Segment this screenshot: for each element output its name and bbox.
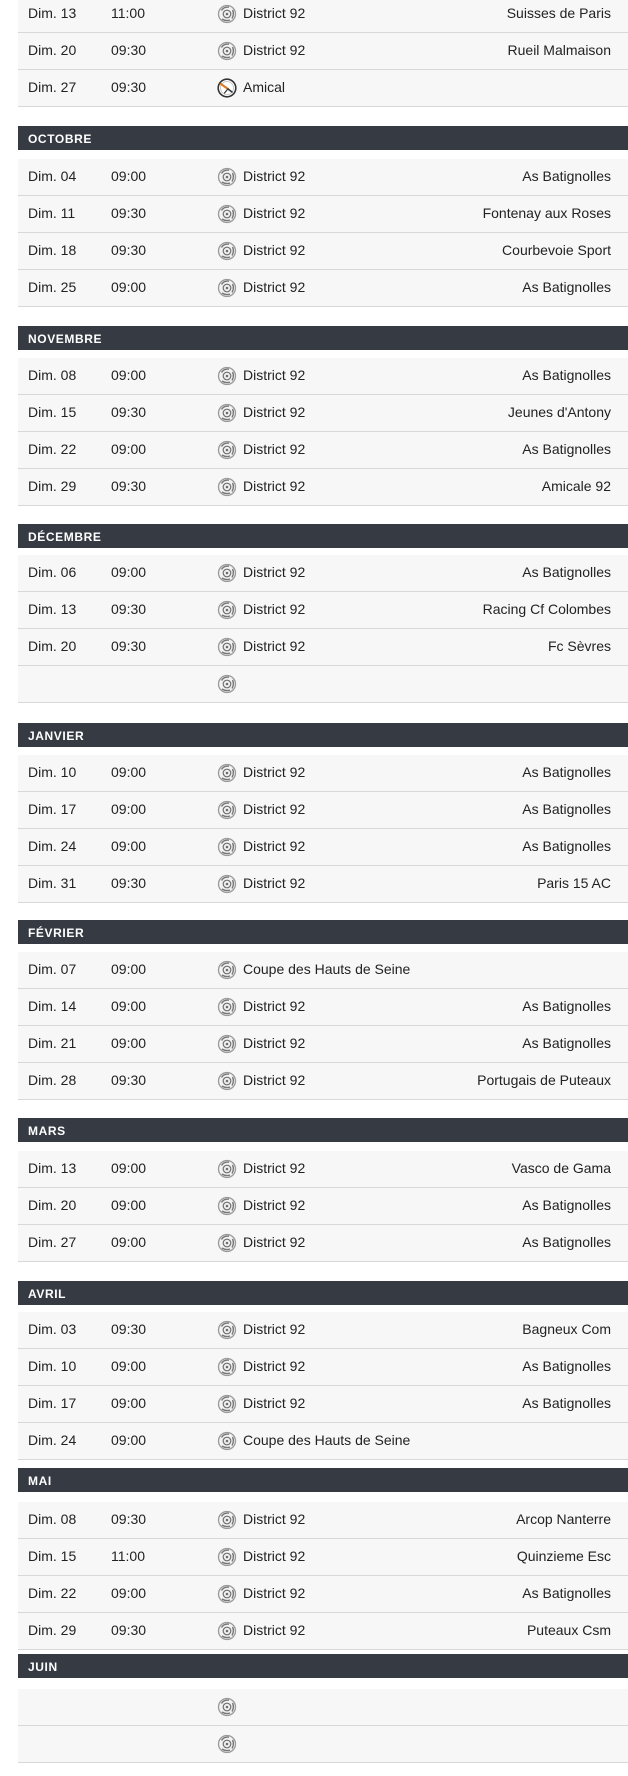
match-date: Dim. 17 [28, 801, 77, 817]
match-time: 09:00 [111, 168, 147, 184]
league-icon [217, 1734, 237, 1754]
match-row[interactable] [18, 829, 628, 866]
match-row[interactable] [18, 1423, 628, 1460]
match-date: Dim. 11 [28, 205, 76, 221]
match-competition: District 92 [243, 1234, 306, 1250]
match-row[interactable] [18, 0, 628, 33]
league-icon [217, 1159, 237, 1179]
league-icon [217, 366, 237, 386]
league-icon [217, 1320, 237, 1340]
month-label: AVRIL [28, 1287, 67, 1301]
match-date: Dim. 03 [28, 1321, 77, 1337]
league-icon [217, 674, 237, 694]
match-time: 09:30 [111, 638, 147, 654]
match-time: 09:30 [111, 1622, 147, 1638]
month-label: MARS [28, 1124, 66, 1138]
match-date: Dim. 04 [28, 168, 77, 184]
match-competition: Coupe des Hauts de Seine [243, 1432, 411, 1448]
league-icon [217, 1697, 237, 1717]
month-header [18, 126, 628, 150]
match-time: 09:30 [111, 478, 147, 494]
match-opponent: As Batignolles [522, 1234, 611, 1250]
month-label: MAI [28, 1474, 52, 1488]
match-opponent: As Batignolles [522, 998, 611, 1014]
match-row[interactable] [18, 1386, 628, 1423]
league-icon [217, 1233, 237, 1253]
league-icon [217, 1584, 237, 1604]
month-label: JUIN [28, 1660, 58, 1674]
match-time: 09:00 [111, 441, 147, 457]
match-opponent: As Batignolles [522, 1197, 611, 1213]
match-row[interactable] [18, 395, 628, 432]
match-time: 09:30 [111, 79, 147, 95]
match-competition: District 92 [243, 1321, 306, 1337]
match-row[interactable] [18, 1539, 628, 1576]
match-time: 09:00 [111, 1585, 147, 1601]
match-opponent: As Batignolles [522, 1358, 611, 1374]
match-competition: District 92 [243, 1622, 306, 1638]
match-competition: District 92 [243, 801, 306, 817]
match-date: Dim. 20 [28, 638, 77, 654]
league-icon [217, 1621, 237, 1641]
month-label: NOVEMBRE [28, 332, 103, 346]
league-icon [217, 403, 237, 423]
match-competition: District 92 [243, 564, 306, 580]
match-row[interactable] [18, 952, 628, 989]
match-opponent: Arcop Nanterre [516, 1511, 611, 1527]
match-opponent: Fc Sèvres [547, 638, 611, 654]
match-row[interactable] [18, 989, 628, 1026]
league-icon [217, 167, 237, 187]
league-icon [217, 800, 237, 820]
match-row[interactable] [18, 469, 628, 506]
match-time: 09:00 [111, 367, 147, 383]
match-date: Dim. 07 [28, 961, 77, 977]
match-opponent: Portugais de Puteaux [477, 1072, 611, 1088]
match-competition: District 92 [243, 998, 306, 1014]
match-time: 09:00 [111, 838, 147, 854]
match-time: 09:00 [111, 1358, 147, 1374]
month-header [18, 1118, 628, 1142]
match-competition: District 92 [243, 279, 306, 295]
match-competition: District 92 [243, 168, 306, 184]
league-icon [217, 637, 237, 657]
league-icon [217, 241, 237, 261]
league-icon [217, 1394, 237, 1414]
match-time: 09:30 [111, 601, 147, 617]
match-opponent: Jeunes d'Antony [507, 404, 611, 420]
match-row[interactable] [18, 1188, 628, 1225]
league-icon [217, 1034, 237, 1054]
match-date: Dim. 22 [28, 441, 77, 457]
match-row[interactable] [18, 1225, 628, 1262]
match-date: Dim. 10 [28, 764, 77, 780]
match-competition: Amical [243, 79, 286, 95]
month-header [18, 1281, 628, 1305]
match-row[interactable] [18, 629, 628, 666]
match-date: Dim. 14 [28, 998, 77, 1014]
match-date: Dim. 25 [28, 279, 77, 295]
match-date: Dim. 20 [28, 42, 77, 58]
match-date: Dim. 08 [28, 367, 77, 383]
match-time: 09:30 [111, 1321, 147, 1337]
match-date: Dim. 24 [28, 838, 77, 854]
league-icon [217, 4, 237, 24]
match-competition: Coupe des Hauts de Seine [243, 961, 411, 977]
match-competition: District 92 [243, 838, 306, 854]
match-opponent: Paris 15 AC [537, 875, 611, 891]
match-competition: District 92 [243, 1035, 306, 1051]
match-competition: District 92 [243, 764, 306, 780]
match-opponent: As Batignolles [522, 764, 611, 780]
match-date: Dim. 28 [28, 1072, 77, 1088]
match-competition: District 92 [243, 404, 306, 420]
match-row[interactable] [18, 70, 628, 107]
month-header [18, 524, 628, 548]
match-opponent: Fontenay aux Roses [482, 205, 611, 221]
league-icon [217, 600, 237, 620]
match-competition: District 92 [243, 1511, 306, 1527]
match-time: 09:00 [111, 961, 147, 977]
league-icon [217, 837, 237, 857]
match-time: 09:30 [111, 1072, 147, 1088]
match-time: 09:00 [111, 1432, 147, 1448]
match-time: 09:30 [111, 42, 147, 58]
match-date: Dim. 08 [28, 1511, 77, 1527]
match-time: 09:00 [111, 764, 147, 780]
match-time: 09:00 [111, 1234, 147, 1250]
match-row[interactable] [18, 1349, 628, 1386]
match-competition: District 92 [243, 1585, 306, 1601]
league-icon [217, 1510, 237, 1530]
league-icon [217, 960, 237, 980]
match-date: Dim. 27 [28, 1234, 77, 1250]
month-header [18, 920, 628, 944]
match-row[interactable] [18, 755, 628, 792]
match-opponent: As Batignolles [522, 279, 611, 295]
match-row[interactable] [18, 1312, 628, 1349]
friendly-icon [217, 78, 237, 98]
match-opponent: Courbevoie Sport [502, 242, 611, 258]
match-competition: District 92 [243, 205, 306, 221]
match-row[interactable] [18, 666, 628, 703]
match-row[interactable] [18, 358, 628, 395]
match-time: 09:00 [111, 998, 147, 1014]
match-opponent: Amicale 92 [541, 478, 611, 494]
match-competition: District 92 [243, 5, 306, 21]
match-competition: District 92 [243, 1548, 306, 1564]
match-date: Dim. 29 [28, 478, 77, 494]
match-competition: District 92 [243, 1395, 306, 1411]
month-header [18, 326, 628, 350]
match-row[interactable] [18, 1063, 628, 1100]
match-time: 09:30 [111, 1511, 147, 1527]
match-row[interactable] [18, 1502, 628, 1539]
league-icon [217, 477, 237, 497]
match-opponent: As Batignolles [522, 1035, 611, 1051]
match-row[interactable] [18, 792, 628, 829]
match-date: Dim. 31 [28, 875, 77, 891]
match-time: 09:00 [111, 564, 147, 580]
league-icon [217, 440, 237, 460]
league-icon [217, 1431, 237, 1451]
match-time: 09:00 [111, 1395, 147, 1411]
match-time: 09:00 [111, 279, 147, 295]
league-icon [217, 1196, 237, 1216]
match-competition: District 92 [243, 601, 306, 617]
match-opponent: Suisses de Paris [506, 5, 611, 21]
match-time: 09:30 [111, 242, 147, 258]
match-date: Dim. 13 [28, 5, 77, 21]
match-row[interactable] [18, 866, 628, 903]
match-date: Dim. 15 [28, 1548, 77, 1564]
month-label: DÉCEMBRE [28, 530, 102, 544]
league-icon [217, 1357, 237, 1377]
match-opponent: Rueil Malmaison [507, 42, 611, 58]
league-icon [217, 204, 237, 224]
league-icon [217, 1547, 237, 1567]
match-opponent: As Batignolles [522, 801, 611, 817]
match-time: 09:00 [111, 1160, 147, 1176]
match-competition: District 92 [243, 1160, 306, 1176]
match-time: 09:00 [111, 1035, 147, 1051]
match-date: Dim. 06 [28, 564, 77, 580]
match-time: 09:30 [111, 404, 147, 420]
match-competition: District 92 [243, 42, 306, 58]
month-header [18, 723, 628, 747]
match-date: Dim. 21 [28, 1035, 77, 1051]
match-date: Dim. 17 [28, 1395, 77, 1411]
match-competition: District 92 [243, 478, 306, 494]
match-row[interactable] [18, 592, 628, 629]
match-time: 11:00 [111, 1548, 145, 1564]
month-header [18, 1654, 628, 1678]
match-date: Dim. 20 [28, 1197, 77, 1213]
match-competition: District 92 [243, 242, 306, 258]
match-row[interactable] [18, 33, 628, 70]
match-opponent: As Batignolles [522, 838, 611, 854]
match-time: 09:00 [111, 1197, 147, 1213]
match-opponent: Puteaux Csm [526, 1622, 611, 1638]
league-icon [217, 874, 237, 894]
match-row[interactable] [18, 555, 628, 592]
match-row[interactable] [18, 233, 628, 270]
match-competition: District 92 [243, 638, 306, 654]
league-icon [217, 41, 237, 61]
league-icon [217, 763, 237, 783]
league-icon [217, 1071, 237, 1091]
match-opponent: Racing Cf Colombes [482, 601, 611, 617]
match-opponent: As Batignolles [522, 168, 611, 184]
match-opponent: As Batignolles [522, 564, 611, 580]
match-row[interactable] [18, 270, 628, 307]
match-row[interactable] [18, 159, 628, 196]
match-time: 09:00 [111, 801, 147, 817]
month-label: OCTOBRE [28, 132, 92, 146]
match-row[interactable] [18, 1576, 628, 1613]
match-date: Dim. 13 [28, 601, 77, 617]
match-opponent: Quinzieme Esc [516, 1548, 611, 1564]
match-date: Dim. 13 [28, 1160, 77, 1176]
match-row[interactable] [18, 196, 628, 233]
match-competition: District 92 [243, 1072, 306, 1088]
match-date: Dim. 15 [28, 404, 77, 420]
match-date: Dim. 18 [28, 242, 77, 258]
match-row[interactable] [18, 1613, 628, 1650]
match-date: Dim. 27 [28, 79, 77, 95]
match-time: 09:30 [111, 205, 147, 221]
month-label: FÉVRIER [28, 926, 85, 940]
month-header [18, 1468, 628, 1492]
match-date: Dim. 10 [28, 1358, 77, 1374]
match-opponent: As Batignolles [522, 1585, 611, 1601]
match-competition: District 92 [243, 367, 306, 383]
match-competition: District 92 [243, 875, 306, 891]
match-competition: District 92 [243, 441, 306, 457]
match-opponent: As Batignolles [522, 367, 611, 383]
match-time: 09:30 [111, 875, 147, 891]
match-competition: District 92 [243, 1358, 306, 1374]
match-date: Dim. 29 [28, 1622, 77, 1638]
match-competition: District 92 [243, 1197, 306, 1213]
league-icon [217, 563, 237, 583]
month-label: JANVIER [28, 729, 85, 743]
match-time: 11:00 [111, 5, 145, 21]
match-date: Dim. 22 [28, 1585, 77, 1601]
league-icon [217, 278, 237, 298]
match-date: Dim. 24 [28, 1432, 77, 1448]
match-opponent: Bagneux Com [522, 1321, 611, 1337]
match-row[interactable] [18, 1151, 628, 1188]
match-opponent: As Batignolles [522, 1395, 611, 1411]
match-opponent: As Batignolles [522, 441, 611, 457]
match-row[interactable] [18, 432, 628, 469]
league-icon [217, 997, 237, 1017]
match-row[interactable] [18, 1026, 628, 1063]
match-row[interactable] [18, 1689, 628, 1726]
match-row[interactable] [18, 1726, 628, 1763]
match-opponent: Vasco de Gama [511, 1160, 611, 1176]
